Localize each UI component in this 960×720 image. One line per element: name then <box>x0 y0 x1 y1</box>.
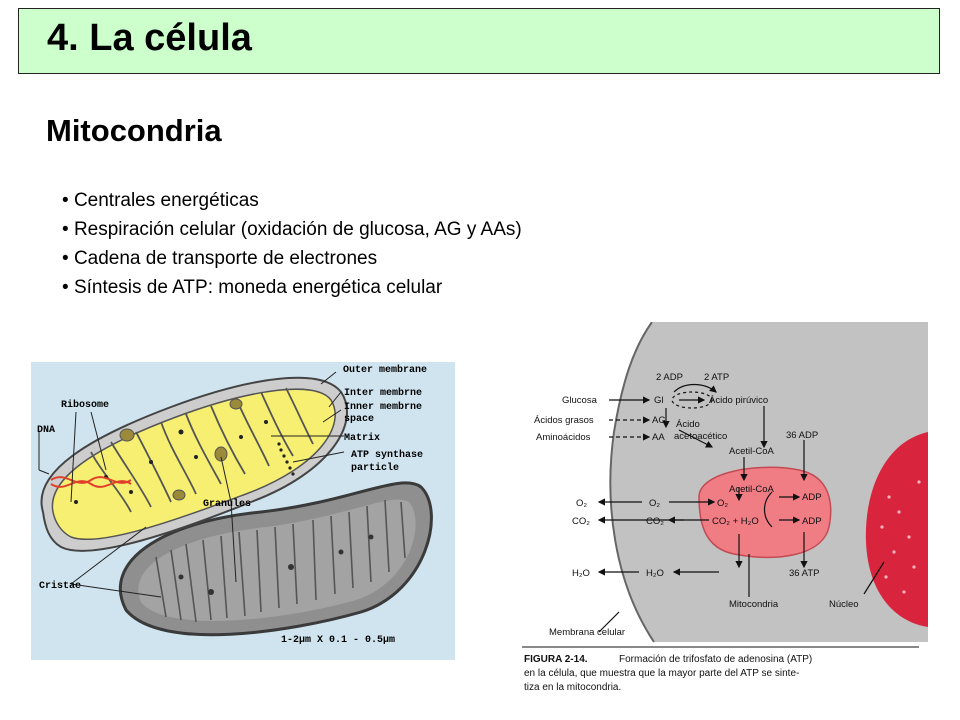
label-atp-synthase: ATP synthase <box>351 450 424 461</box>
label-2atp: 2 ATP <box>704 372 730 383</box>
label-co2-mid: CO₂ <box>646 516 664 527</box>
bullet-item: • Respiración celular (oxidación de glucosa, AG y AAs) <box>62 215 522 244</box>
slide-title: 4. La célula <box>47 17 252 59</box>
bullet-item: • Cadena de transporte de electrones <box>62 244 522 273</box>
bullet-list <box>62 186 522 302</box>
label-h2o-left: H₂O <box>572 568 590 579</box>
label-acido-piruvico: Ácido pirúvico <box>709 395 769 406</box>
caption-label: FIGURA 2-14. <box>524 654 588 665</box>
label-o2-mid: O₂ <box>649 498 661 509</box>
label-glucosa: Glucosa <box>562 395 597 406</box>
label-aminoacidos: Aminoácidos <box>536 432 591 443</box>
label-nucleo: Núcleo <box>829 599 859 610</box>
label-ag: AG <box>652 415 666 426</box>
label-acetoacetico: acetoacético <box>674 431 728 442</box>
caption-line-3: tiza en la mitocondria. <box>524 682 622 693</box>
label-membrana-celular: Membrana celular <box>549 627 626 638</box>
atp-formation-figure <box>504 322 928 706</box>
label-acido: Ácido <box>676 419 700 430</box>
mitochondrion-diagram <box>31 362 455 660</box>
label-scale: 1-2µm X 0.1 - 0.5µm <box>281 635 396 646</box>
bullet-item: • Centrales energéticas <box>62 186 522 215</box>
label-adp-mito-2: ADP <box>802 516 822 527</box>
label-o2-mito: O₂ <box>717 498 729 509</box>
label-dna: DNA <box>37 425 56 436</box>
label-inter-membrane: Inter membrne <box>344 388 423 399</box>
label-gl: Gl <box>654 395 664 406</box>
slide-subtitle: Mitocondria <box>46 113 222 148</box>
label-acidos-grasos: Ácidos grasos <box>534 415 594 426</box>
label-space: space <box>344 414 375 425</box>
label-36adp: 36 ADP <box>786 430 819 441</box>
label-co2-left: CO₂ <box>572 516 590 527</box>
label-granules: Granules <box>203 499 252 510</box>
label-matrix: Matrix <box>344 433 381 444</box>
label-inner-membrane: Inner membrne <box>344 402 423 413</box>
label-adp-mito: ADP <box>802 492 822 503</box>
label-36atp: 36 ATP <box>789 568 820 579</box>
label-ribosome: Ribosome <box>61 400 110 411</box>
label-h2o-mid: H₂O <box>646 568 664 579</box>
label-outer-membrane: Outer membrane <box>343 365 428 376</box>
label-cristae: Cristae <box>39 581 82 592</box>
caption-line-2: en la célula, que muestra que la mayor parte del ATP se sinte- <box>524 668 800 679</box>
label-co2-h2o-mito: CO₂ + H₂O <box>712 516 759 527</box>
label-mitocondria: Mitocondria <box>729 599 779 610</box>
label-particle: particle <box>351 463 400 474</box>
bullet-item: • Síntesis de ATP: moneda energética celular <box>62 273 522 302</box>
title-bar <box>18 8 940 74</box>
label-acetil-coa-cytoplasm: Acetil-CoA <box>729 446 774 457</box>
caption-line-1: Formación de trifosfato de adenosina (ATP) <box>619 654 813 665</box>
label-aa: AA <box>652 432 665 443</box>
label-acetil-coa-mito: Acetil-CoA <box>729 484 774 495</box>
label-2adp: 2 ADP <box>656 372 683 383</box>
label-o2-left: O₂ <box>576 498 588 509</box>
